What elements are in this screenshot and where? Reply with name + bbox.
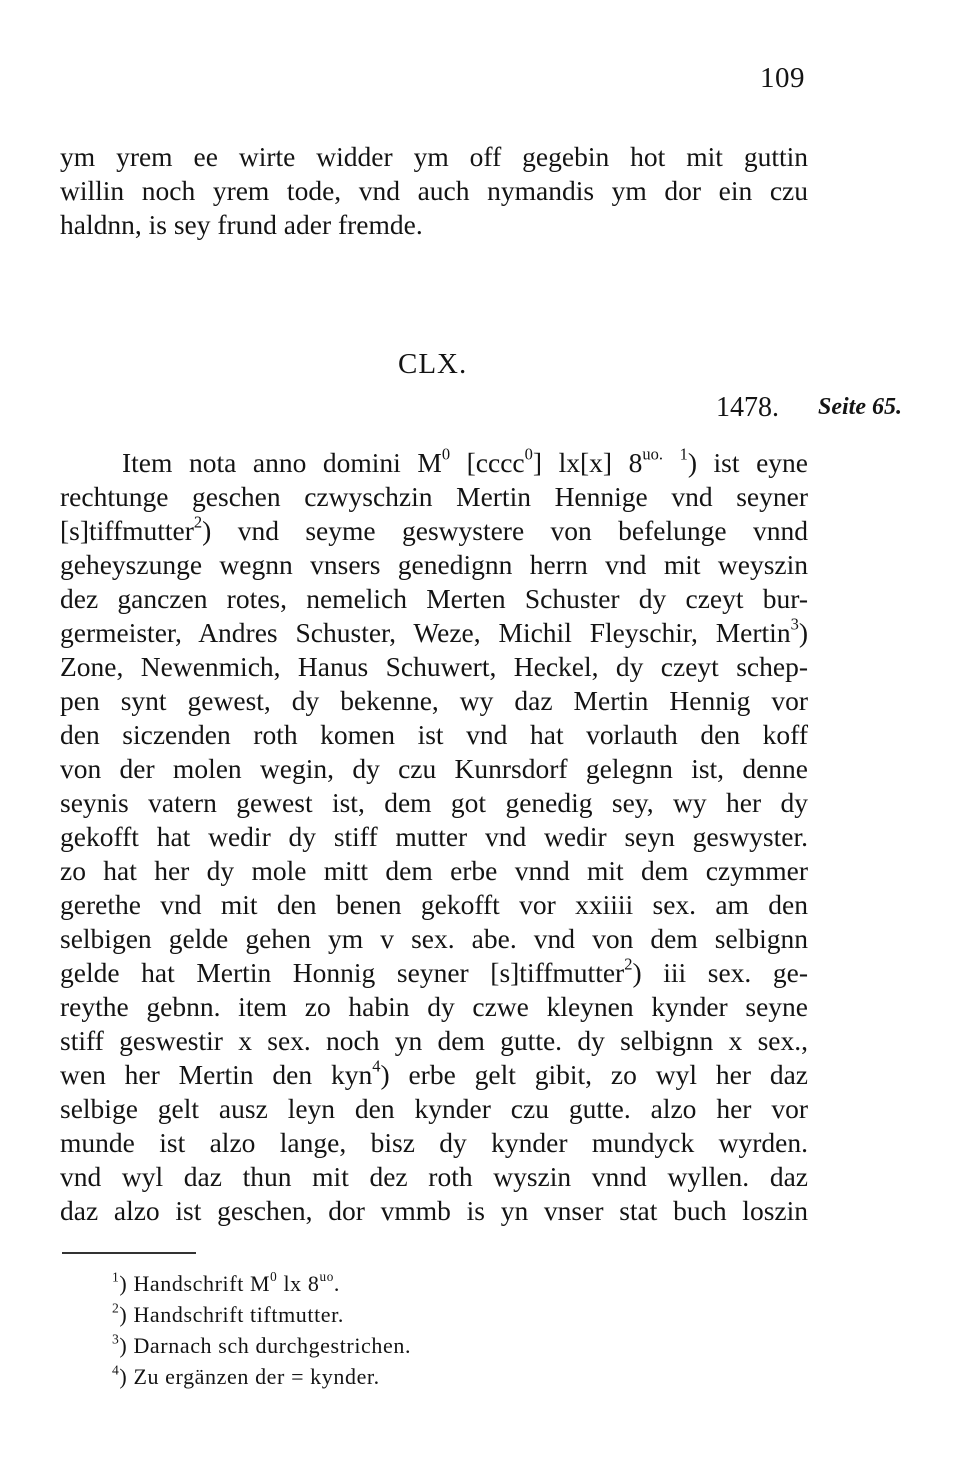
text-line: selbige gelt ausz leyn den kynder czu gutte. alzo her vor [60, 1093, 808, 1124]
text-line: gekofft hat wedir dy stiff mutter vnd wedir seyn geswyster. [60, 821, 808, 852]
footnote-mark: 2 [112, 1300, 120, 1316]
text-line: daz alzo ist geschen, dor vmmb is yn vnser stat buch loszin [60, 1195, 808, 1226]
text-line [60, 956, 808, 989]
margin-note: Seite 65. [818, 394, 902, 420]
text-run: lx 8 [277, 1271, 320, 1296]
superscript: uo. [642, 444, 663, 464]
section-year: 1478. [716, 392, 779, 423]
text-line: haldnn, is sey frund ader fremde. [60, 209, 423, 240]
text-line: willin noch yrem tode, vnd auch nymandis ym dor ein czu [60, 175, 808, 206]
text-run: [s]tiffmutter [60, 515, 194, 546]
text-run: ] lx[x] 8 [532, 447, 643, 478]
footnote-divider [62, 1252, 196, 1254]
footnote-mark: 3 [112, 1331, 120, 1347]
superscript: 0 [524, 444, 533, 464]
footnote-ref[interactable]: 2 [193, 512, 203, 532]
text-run: wen her Mertin den kyn [60, 1059, 373, 1090]
text-run: ) Zu ergänzen der = kynder. [119, 1364, 380, 1389]
section-heading: CLX. [398, 348, 468, 380]
text-line: dez ganczen rotes, nemelich Merten Schuster dy czeyt bur- [60, 583, 808, 614]
text-line [60, 514, 808, 547]
text-run: ) ist eyne [687, 447, 808, 478]
superscript: uo [319, 1269, 334, 1285]
page-number: 109 [760, 62, 805, 94]
footnote-3 [112, 1332, 411, 1360]
footnote-mark: 4 [112, 1362, 120, 1378]
text-line: selbigen gelde gehen ym v sex. abe. vnd von dem selbignn [60, 923, 808, 954]
text-line: den siczenden roth komen ist vnd hat vorlauth den koff [60, 719, 808, 750]
text-line: ym yrem ee wirte widder ym off gegebin hot mit guttin [60, 141, 808, 172]
superscript: 0 [441, 444, 451, 464]
text-line: pen synt gewest, dy bekenne, wy daz Mertin Hennig vor [60, 685, 808, 716]
text-run: [cccc [450, 447, 525, 478]
text-line: von der molen wegin, dy czu Kunrsdorf gelegnn ist, denne [60, 753, 808, 784]
text-run: gelde hat Mertin Honnig seyner [s]tiffmutter [60, 957, 625, 988]
footnote-ref[interactable]: 2 [624, 954, 633, 974]
text-line: rechtunge geschen czwyschzin Mertin Hennige vnd seyner [60, 481, 808, 512]
text-line [60, 1058, 808, 1091]
footnote-mark: 1 [112, 1269, 120, 1285]
text-line: stiff geswestir x sex. noch yn dem gutte. dy selbignn x sex., [60, 1025, 808, 1056]
text-run: ) Handschrift tiftmutter. [119, 1302, 344, 1327]
footnote-ref[interactable]: 3 [790, 614, 799, 634]
text-line: geheyszunge wegnn vnsers genedignn herrn vnd mit weyszin [60, 549, 808, 580]
text-line: Zone, Newenmich, Hanus Schuwert, Heckel, dy czeyt schep- [60, 651, 808, 682]
text-line: munde ist alzo lange, bisz dy kynder mundyck wyrden. [60, 1127, 808, 1158]
footnote-1 [112, 1270, 340, 1298]
footnote-ref[interactable]: 4 [372, 1056, 381, 1076]
footnote-4 [112, 1363, 380, 1391]
text-line: zo hat her dy mole mitt dem erbe vnnd mit dem czymmer [60, 855, 808, 886]
text-line [60, 446, 808, 479]
text-run: Item nota anno domini M [122, 447, 442, 478]
text-run: ) Handschrift M [119, 1271, 271, 1296]
text-run: ) iii sex. ge- [632, 957, 808, 988]
text-line [60, 616, 808, 649]
text-run: ) Darnach sch durchgestrichen. [119, 1333, 412, 1358]
footnote-2 [112, 1301, 344, 1329]
text-line: reythe gebnn. item zo habin dy czwe kleynen kynder seyne [60, 991, 808, 1022]
text-line: gerethe vnd mit den benen gekofft vor xxiiii sex. am den [60, 889, 808, 920]
text-line: seynis vatern gewest ist, dem got genedig sey, wy her dy [60, 787, 808, 818]
footnote-ref[interactable]: 1 [679, 444, 688, 464]
text-run: ) erbe gelt gibit, zo wyl her daz [380, 1059, 808, 1090]
text-line: vnd wyl daz thun mit dez roth wyszin vnnd wyllen. daz [60, 1161, 808, 1192]
text-run: ) [798, 617, 808, 648]
text-run: germeister, Andres Schuster, Weze, Michil Fleyschir, Mertin [60, 617, 791, 648]
text-run: . [333, 1271, 340, 1296]
text-run: ) vnd seyme geswystere von befelunge vnnd [202, 515, 808, 546]
superscript: 0 [270, 1269, 278, 1285]
